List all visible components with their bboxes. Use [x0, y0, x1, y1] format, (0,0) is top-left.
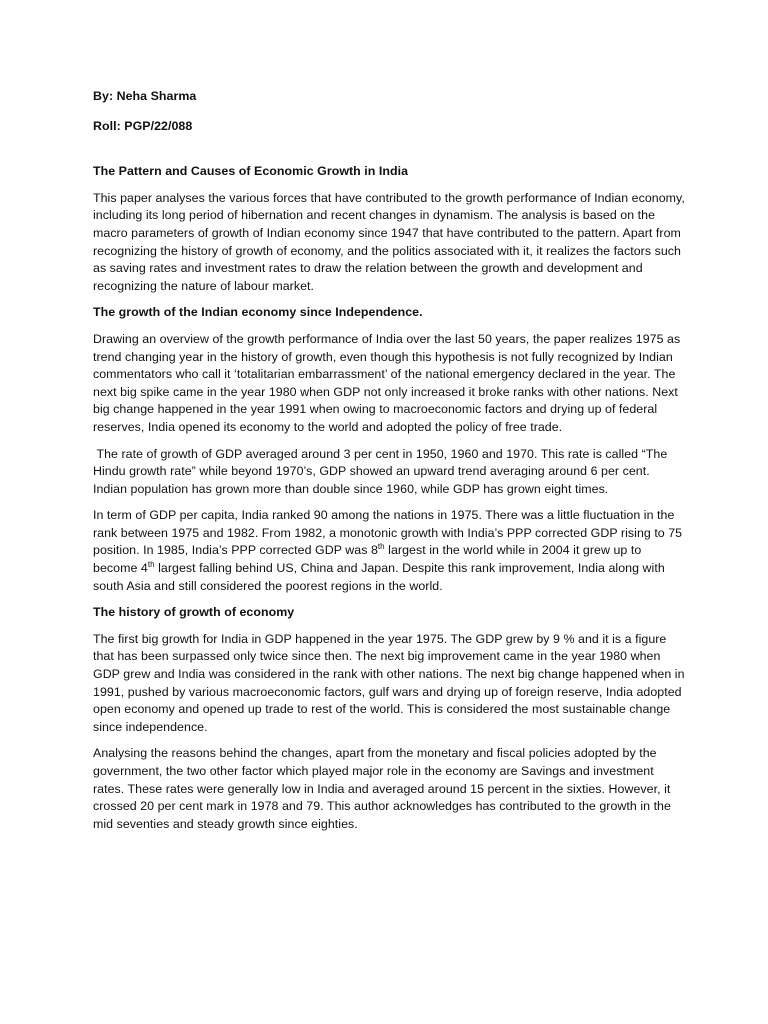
paragraph-growth-overview: Drawing an overview of the growth performance of India over the last 50 years, the paper realizes 1975 as trend changing year in the history of growth, even though this hypothesis is not fully recognized by Indian commentators who call it ‘totalitarian embarrassment’ of the national emergency declared in the year. The next big spike came in the year 1980 when GDP not only increased it broke ranks with other nations. Next big change happened in the year 1991 when owing to macroeconomic factors and drying up of federal reserves, India opened its economy to the world and adopted the policy of free trade. — [93, 331, 681, 434]
paragraph-text-part: In term of GDP per capita, India ranked 90 among the nations in 1975. There was a little fluctuation in the rank between 1975 and 1982. From 1982, a monotonic growth with India’s PPP corrected GDP rising to 75 position. In 1985, India’s PPP corrected GDP was 8 — [93, 508, 683, 558]
document-title: The Pattern and Causes of Economic Growth in India — [93, 164, 409, 179]
paragraph-text-part: largest falling behind US, China and Japan. Despite this rank improvement, India along with south Asia and still considered the poorest regions in the world. — [93, 561, 665, 593]
ordinal-superscript: th — [377, 542, 385, 552]
paragraph-text-part: largest in the world while in 2004 it grew up to become 4 — [93, 543, 642, 576]
paragraph-first-big-growth: The first big growth for India in GDP happened in the year 1975. The GDP grew by 9 % and it is a figure that has been surpassed only twice since then. The next big improvement came in the year 1980 when GDP grew and India was considered in the rank with other nations. The next big change happened when in 1991, pushed by various macroeconomic factors, gulf wars and drying up of foreign reserve, India adopted open economy and opened up trade to rest of the world. This is considered the most sustainable change since independence. — [93, 631, 685, 734]
roll-number-line: Roll: PGP/22/088 — [93, 118, 193, 133]
section-heading-independence: The growth of the Indian economy since Independence. — [93, 305, 423, 320]
intro-paragraph: This paper analyses the various forces that have contributed to the growth performance of Indian economy, including its long period of hibernation and recent changes in dynamism. The analysis is based on the macro parameters of growth of Indian economy since 1947 that have contributed to the pattern. Apart from recognizing the history of growth of economy, and the politics associated with it, it realizes the factors such as saving rates and investment rates to draw the relation between the growth and development and recognizing the nature of labour market. — [93, 190, 685, 293]
author-line: By: Neha Sharma — [93, 89, 197, 103]
paragraph-savings-investment: Analysing the reasons behind the changes, apart from the monetary and fiscal policies adopted by the government, the two other factor which played major role in the economy are Savings and investment rates. These rates were generally low in India and averaged around 15 percent in the sixties. However, it crossed 20 per cent mark in 1978 and 79. This author acknowledges has contributed to the growth in the mid seventies and steady growth since eighties. — [93, 746, 671, 831]
ordinal-superscript: th — [147, 559, 155, 569]
section-heading-history: The history of growth of economy — [93, 605, 295, 620]
paragraph-gdp-per-capita — [93, 507, 687, 595]
paragraph-gdp-rate: The rate of growth of GDP averaged around 3 per cent in 1950, 1960 and 1970. This rate is called “The Hindu growth rate” while beyond 1970’s, GDP showed an upward trend averaging around 6 per cent. Indian population has grown more than double since 1960, while GDP has grown eight times. — [93, 446, 668, 496]
document-page — [93, 88, 687, 842]
